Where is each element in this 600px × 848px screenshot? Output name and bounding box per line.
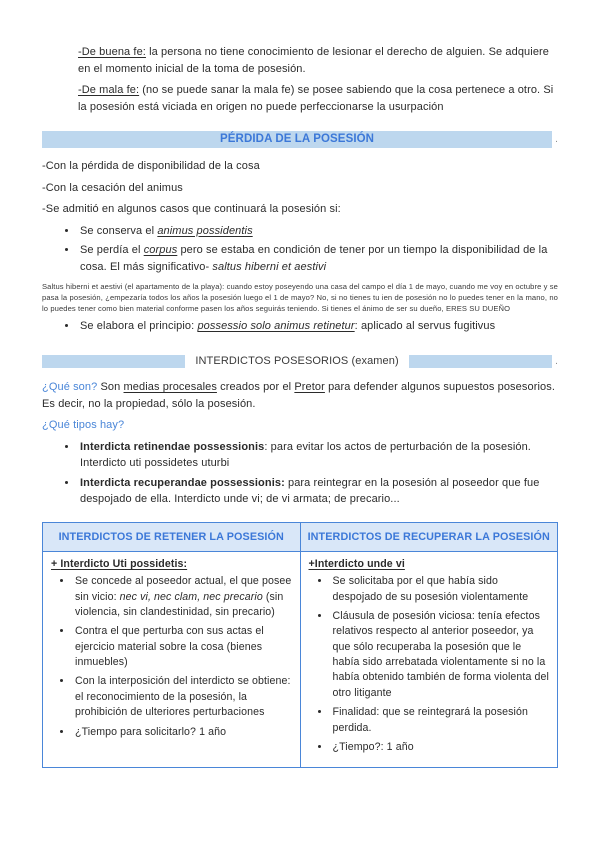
question-label: ¿Qué tipos hay? (42, 419, 125, 432)
bullet-text: Se perdía el (80, 244, 144, 257)
bullet-text: : para evitar los actos de perturbación de la posesión. Interdicto uti possidetes uturbi (80, 440, 531, 470)
list-item: • Con la interposición del interdicto se obtiene: el reconocimiento de la posesión, la prohibición de ulteriores perturbaciones (73, 674, 292, 720)
list-item (78, 475, 558, 508)
bullet-text: pero se estaba en condición de tener por un tiempo la disponibilidad de la cosa. El más significativo- (80, 244, 548, 273)
perdida-bullet-list (42, 223, 558, 276)
table-header-row (43, 522, 558, 551)
latin-term: saltus hiberni et aestivi (212, 260, 327, 273)
perdida-bullet-list-2 (42, 318, 558, 335)
bullet-text: para reintegrar en la posesión al poseedor que fue despojado de ella. Interdicto unde vi; de vi armata; de precario... (80, 476, 540, 506)
cell-bullet-list (309, 574, 550, 755)
bullet-text: Se elabora el principio: (80, 320, 198, 333)
stray-dot: . (555, 134, 558, 146)
stray-dot: . (555, 355, 558, 367)
mala-fe-term: -De mala fe: (78, 84, 140, 96)
latin-term: nec vi, nec clam, nec precario (119, 590, 263, 603)
perdida-line-3: -Se admitió en algunos casos que continuará la posesión si: (42, 203, 341, 216)
question-what-types (42, 417, 558, 434)
bold-term: Interdicta retinendae possessionis (80, 440, 265, 453)
bullet-text: Se conserva el (80, 224, 158, 237)
list-item (78, 318, 558, 335)
list-item: • ¿Tiempo?: 1 año (331, 740, 550, 755)
question-label: ¿Qué son? (42, 381, 98, 394)
bullet-text: : aplicado al servus fugitivus (354, 320, 496, 333)
highlight-bar (42, 131, 552, 148)
table-header-recuperar: INTERDICTOS DE RECUPERAR LA POSESIÓN (300, 522, 558, 551)
bullet-text: Se concede al poseedor actual, el que posee sin vicio: (75, 575, 292, 603)
list-item: • ¿Tiempo para solicitarlo? 1 año (73, 725, 292, 740)
mala-fe-text: (no se puede sanar la mala fe) se posee sabiendo que la cosa pertenece a otro. Si la posesión está viciada en origen no puede perfeccionarse la usurpación (78, 84, 554, 113)
fine-print-note: Saltus hiberni et aestivi (el apartamento de la playa): cuando estoy poseyendo una casa del campo el día 1 de mayo, cuando me voy en octubre y se pasa la posesión, ¿empezaría todos los años la posesión luego el 1 de mayo? No, si no tienes tu ien de posesión no lo puedes tener en la mano, no lo puedes tener como bien material conforme pasen los años seguirás teniendo. Si tienes el ánimo de ser su dueño, ERES SU DUEÑO (42, 282, 558, 314)
bullet-text: (sin violencia, sin clandestinidad, sin precario) (75, 590, 284, 619)
perdida-line-2: -Con la cesación del animus (42, 181, 183, 194)
underlined-term: medias procesales (123, 381, 217, 394)
latin-term: corpus (143, 244, 178, 257)
list-item (78, 439, 558, 472)
section-heading-interdictos (42, 353, 558, 370)
list-item: • Cláusula de posesión viciosa: tenía efectos relativos respecto al anterior poseedor, ya que sólo recuperaba la posesión que le había sido arrebatada violentamente si no la había obtenido también de forma violenta del otro litigante (331, 609, 550, 701)
answer-text: creados por el (216, 381, 295, 394)
interdictos-bullet-list (42, 439, 558, 508)
paragraph-mala-fe (78, 82, 558, 115)
buena-fe-term: -De buena fe: (78, 46, 146, 58)
section-heading-perdida (42, 131, 558, 148)
list-item: • Finalidad: que se reintegrará la posesión perdida. (331, 705, 550, 736)
section-title-perdida: PÉRDIDA DE LA POSESIÓN (220, 133, 375, 145)
table-header-retener: INTERDICTOS DE RETENER LA POSESIÓN (43, 522, 301, 551)
highlight-bar-right (409, 355, 552, 368)
cell-unde-vi (300, 551, 558, 767)
cell-uti-possidetis (43, 551, 301, 767)
latin-term: possessio solo animus retinetur (197, 320, 355, 333)
list-item: • Se solicitaba por el que había sido despojado de su posesión violentamente (331, 574, 550, 605)
list-item (78, 223, 558, 240)
cell-bullet-list (51, 574, 292, 740)
question-what-are (42, 379, 558, 412)
list-item (78, 242, 558, 275)
answer-text: para defender algunos supuestos posesorios. Es decir, no la propiedad, sólo la posesión. (42, 381, 555, 410)
cell-heading: +Interdicto unde vi (308, 557, 405, 570)
list-item (73, 574, 292, 620)
answer-text: Son (97, 381, 124, 394)
paragraph-buena-fe (78, 44, 558, 77)
latin-term: animus possidentis (157, 224, 253, 237)
buena-fe-text: la persona no tiene conocimiento de lesionar el derecho de alguien. Se adquiere en el momento inicial de la toma de posesión. (78, 46, 550, 75)
interdictos-comparison-table (42, 522, 558, 769)
table-body-row (43, 551, 558, 767)
bold-term: Interdicta recuperandae possessionis: (80, 476, 285, 489)
perdida-line-1: -Con la pérdida de disponibilidad de la cosa (42, 160, 260, 173)
underlined-term: Pretor (294, 381, 325, 394)
highlight-bar-left (42, 355, 185, 368)
cell-heading: + Interdicto Uti possidetis: (51, 557, 188, 570)
list-item: • Contra el que perturba con sus actas el ejercicio material sobre la cosa (bienes inmuebles) (73, 624, 292, 670)
section-title-interdictos: INTERDICTOS POSESORIOS (examen) (195, 354, 399, 367)
